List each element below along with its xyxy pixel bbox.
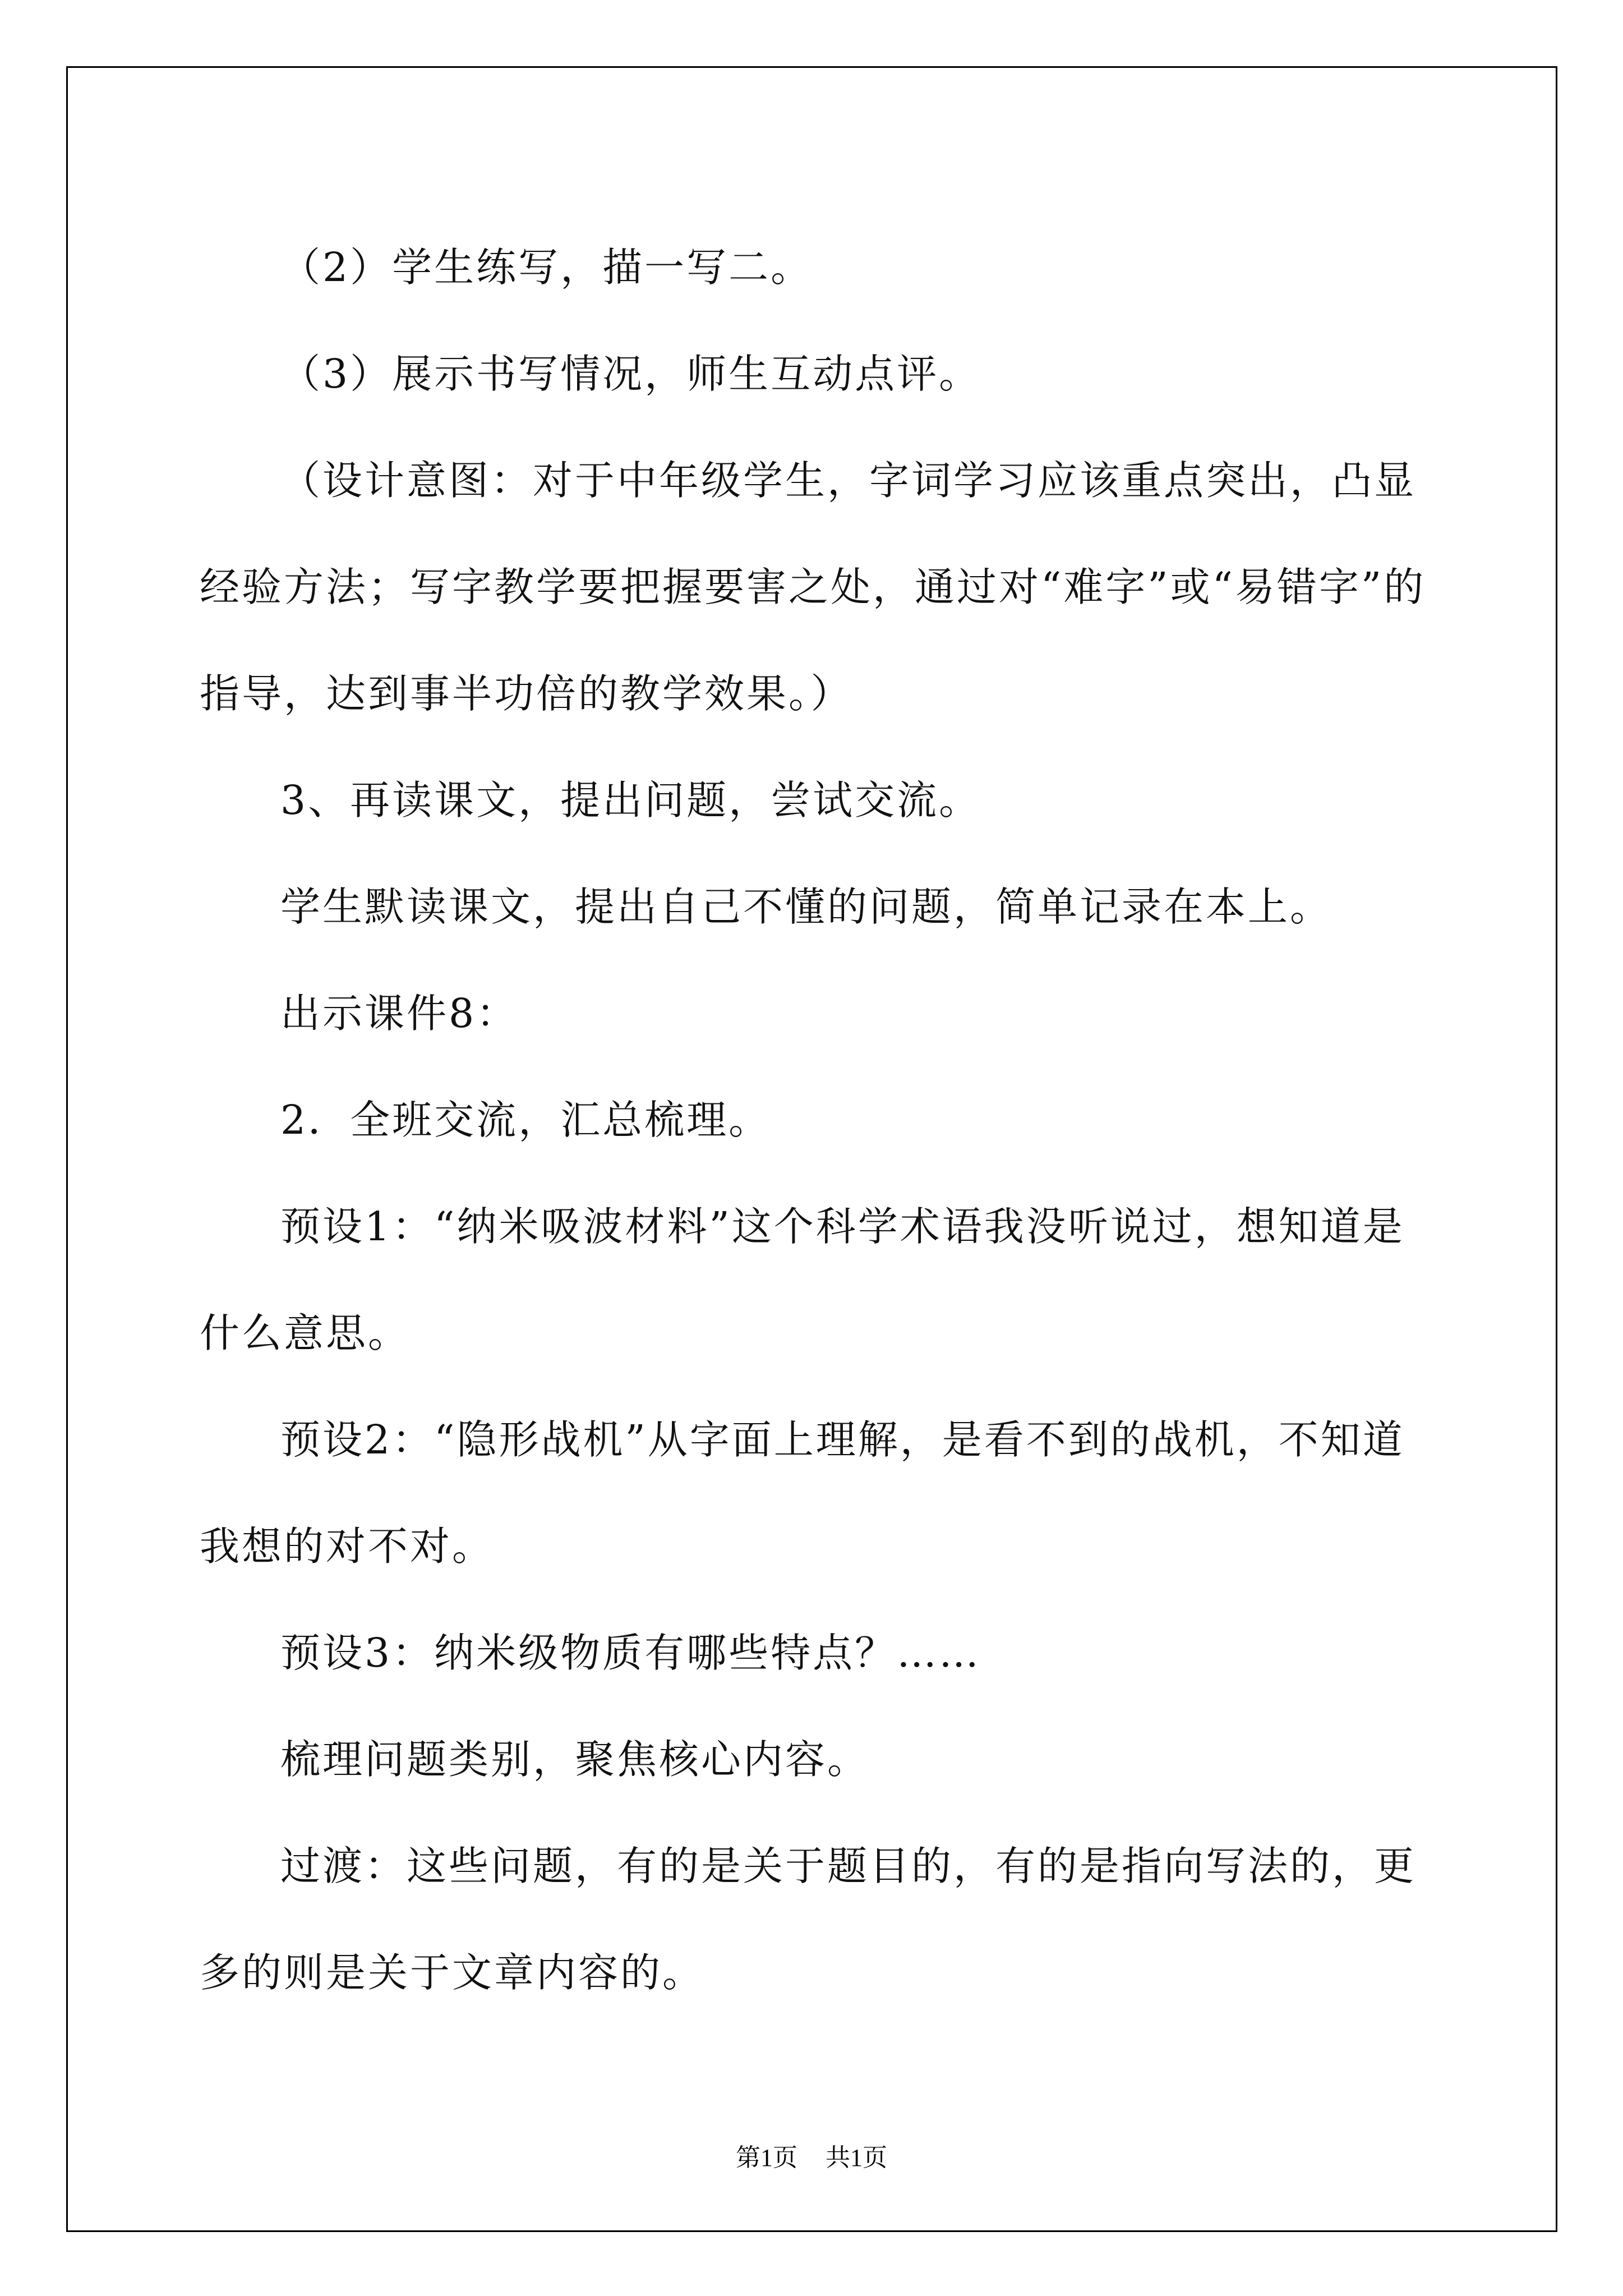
paragraph: 预设2：“隐形战机”从字面上理解，是看不到的战机，不知道我想的对不对。 [200,1416,1405,1570]
paragraph: 梳理问题类别，聚焦核心内容。 [280,1736,870,1783]
paragraph: 2．全班交流，汇总梳理。 [280,1097,771,1143]
paragraph: （2）学生练写，描一写二。 [280,244,813,291]
document-body [200,214,1428,2026]
paragraph: （设计意图：对于中年级学生，字词学习应该重点突出，凸显经验方法；写字教学要把握要害之处，通过对“难字”或“易错字”的指导，达到事半功倍的教学效果。） [200,457,1426,717]
paragraph: 出示课件8： [280,990,519,1037]
page-number-current: 第1页 [736,2144,797,2171]
paragraph: 预设1：“纳米吸波材料”这个科学术语我没听说过，想知道是什么意思。 [200,1203,1405,1356]
page-number-total: 共1页 [826,2144,887,2171]
paragraph: 3、再读课文，提出问题，尝试交流。 [280,777,981,823]
paragraph: 学生默读课文，提出自己不懂的问题，简单记录在本上。 [280,884,1332,930]
paragraph: 过渡：这些问题，有的是关于题目的，有的是指向写法的，更多的则是关于文章内容的。 [200,1843,1417,1996]
paragraph: 预设3：纳米级物质有哪些特点？…… [280,1630,981,1676]
paragraph: （3）展示书写情况，师生互动点评。 [280,351,981,397]
page-footer [0,2137,1623,2173]
